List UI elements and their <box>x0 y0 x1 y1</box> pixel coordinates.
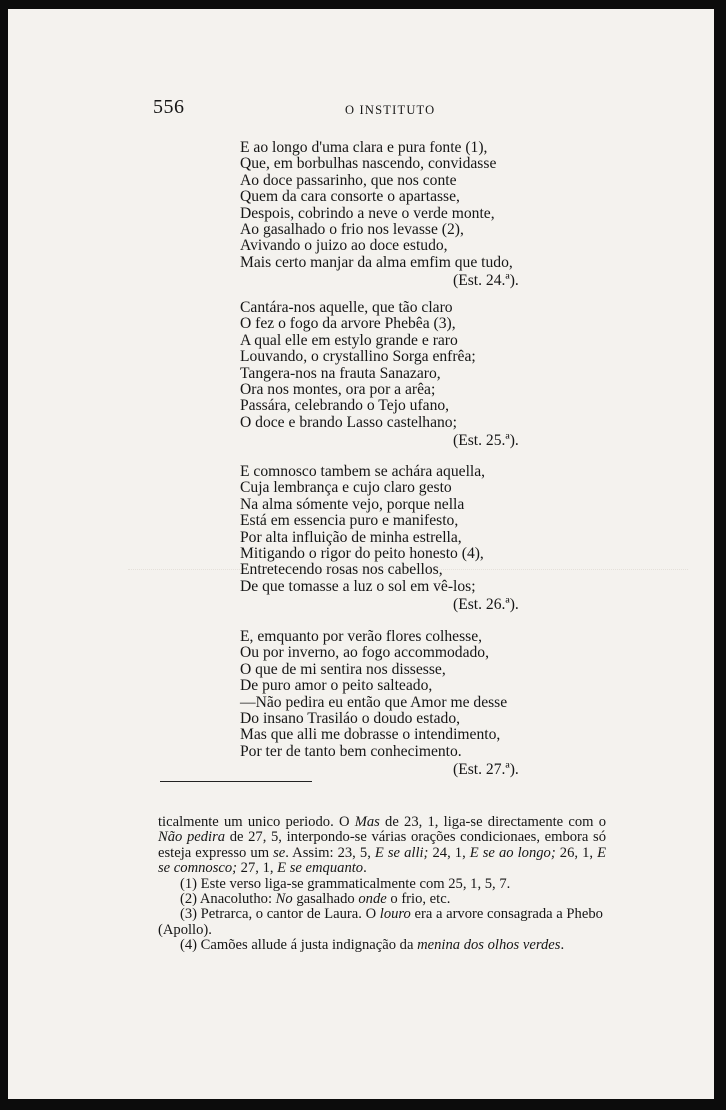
note-italic: Mas <box>354 814 380 830</box>
verse-line: Cantára-nos aquelle, que tão claro <box>240 299 453 316</box>
note-text: (4) Camões allude á justa indignação da <box>180 937 418 954</box>
note-italic: E se emquanto <box>277 860 364 877</box>
note-text: . <box>560 937 565 954</box>
footnote-4 <box>158 938 606 953</box>
stanza-reference: (Est. 27.ª). <box>453 761 519 779</box>
verse-line: Mitigando o rigor do peito honesto (4), <box>240 545 484 563</box>
stanza-24 <box>240 140 519 290</box>
verse-line: Ora nos montes, ora por a arêa; <box>240 381 436 399</box>
verse-line: Louvando, o crystallino Sorga enfrêa; <box>240 348 476 366</box>
stanza-25 <box>240 300 519 450</box>
verse-line: Quem da cara consorte o apartasse, <box>240 188 460 206</box>
stanza-reference: (Est. 26.ª). <box>453 596 519 614</box>
verse-line: Tangera-nos na frauta Sanazaro, <box>240 364 441 382</box>
note-text: o frio, etc. <box>386 891 451 908</box>
note-italic: No <box>275 891 293 908</box>
footnote-3 <box>158 907 606 938</box>
note-text: 24, 1, <box>428 844 470 861</box>
footnotes <box>158 815 606 954</box>
note-text: ticalmente um unico periodo. O <box>158 814 355 830</box>
verse-line: A qual elle em estylo grande e raro <box>240 331 458 349</box>
verse-line: Na alma sómente vejo, porque nella <box>240 495 465 513</box>
stanza-26 <box>240 464 519 614</box>
verse-line: E comnosco tambem se achára aquella, <box>240 463 486 480</box>
note-text: (2) Anacolutho: <box>180 891 276 908</box>
note-text: . Assim: 23, 5, <box>285 844 375 861</box>
running-title: O INSTITUTO <box>345 103 436 117</box>
stanza-reference: (Est. 25.ª). <box>453 432 519 450</box>
verse-line: Despois, cobrindo a neve o verde monte, <box>240 204 495 222</box>
note-text: 27, 1, <box>237 860 278 877</box>
verse-line: Por ter de tanto bem conhecimento. <box>240 742 462 760</box>
verse-line: Entretecendo rosas nos cabellos, <box>240 561 443 579</box>
verse-line: E ao longo d'uma clara e pura fonte (1), <box>240 139 488 156</box>
verse-line: Mas que alli me dobrasse o intendimento, <box>240 726 501 744</box>
verse-line: Está em essencia puro e manifesto, <box>240 512 459 530</box>
stanza-reference: (Est. 24.ª). <box>453 272 519 290</box>
verse-line: Passára, celebrando o Tejo ufano, <box>240 397 450 415</box>
note-italic: onde <box>358 891 387 908</box>
note-text: gasalhado <box>292 891 359 908</box>
footnote-continuation <box>158 815 606 877</box>
verse-line: De puro amor o peito salteado, <box>240 677 433 695</box>
page <box>8 9 714 1099</box>
verse-line: E, emquanto por verão flores colhesse, <box>240 628 483 645</box>
verse-line: O que de mi sentira nos dissesse, <box>240 660 446 678</box>
verse-line: —Não pedira eu então que Amor me desse <box>240 693 508 711</box>
note-italic: E se comnosco; <box>158 844 606 877</box>
note-italic: E se ao longo; <box>469 844 556 861</box>
verse-line: Que, em borbulhas nascendo, convidasse <box>240 155 497 173</box>
footnote-1: (1) Este verso liga-se grammaticalmente com 25, 1, 5, 7. <box>180 875 511 892</box>
note-text: . <box>363 860 367 877</box>
footnote-divider <box>160 781 312 782</box>
verse-line: Avivando o juizo ao doce estudo, <box>240 237 448 255</box>
note-text: de 23, 1, liga-se directamente com o <box>379 814 606 830</box>
verse-line: O fez o fogo da arvore Phebêa (3), <box>240 315 456 333</box>
note-italic: louro <box>379 906 411 923</box>
verse-line: De que tomasse a luz o sol em vê-los; <box>240 577 476 595</box>
note-italic: E se alli; <box>374 844 429 861</box>
note-italic: Não pedira <box>158 829 226 846</box>
verse-line: Mais certo manjar da alma emfim que tudo, <box>240 253 513 271</box>
verse-line: Cuja lembrança e cujo claro gesto <box>240 479 452 497</box>
footnote-2 <box>158 892 606 907</box>
verse-line: Por alta influição de minha estrella, <box>240 528 462 546</box>
verse-line: Ou por inverno, ao fogo accommodado, <box>240 644 489 662</box>
page-number: 556 <box>153 96 185 118</box>
note-text: 26, 1, <box>555 844 598 861</box>
note-text: (3) Petrarca, o cantor de Laura. O <box>180 906 380 923</box>
verse-line: Ao doce passarinho, que nos conte <box>240 171 457 189</box>
verse-line: O doce e brando Lasso castelhano; <box>240 413 457 431</box>
note-italic: se <box>273 844 286 861</box>
stanza-27 <box>240 629 519 779</box>
note-text: era a arvore consagrada a Phebo (Apollo). <box>158 906 603 938</box>
note-italic: menina dos olhos verdes <box>417 937 561 954</box>
verse-line: Ao gasalhado o frio nos levasse (2), <box>240 221 464 239</box>
note-text: de 27, 5, interpondo-se várias orações condicionaes, embora só esteja expresso um <box>158 829 606 861</box>
verse-line: Do insano Trasiláo o doudo estado, <box>240 710 461 728</box>
